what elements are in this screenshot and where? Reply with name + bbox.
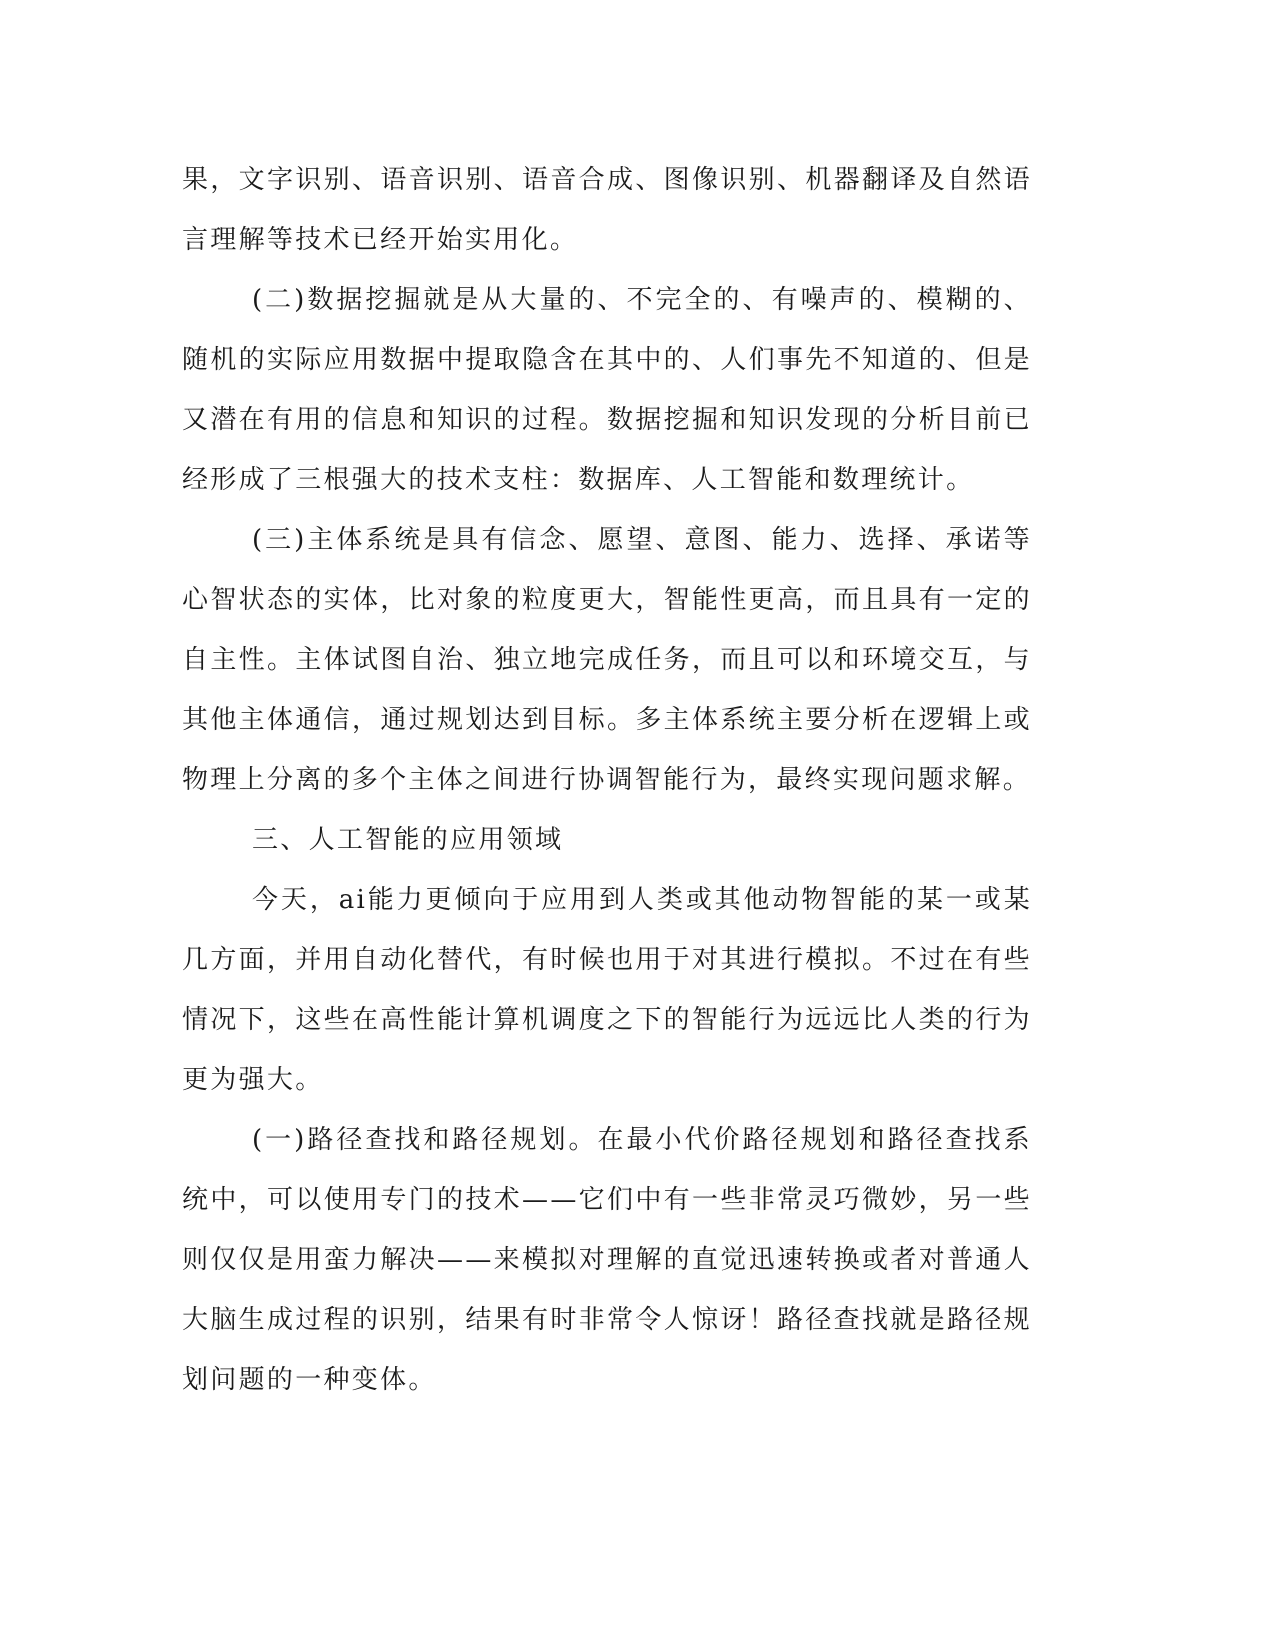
section-heading-applications: 三、人工智能的应用领域: [252, 825, 564, 855]
paragraph-data-mining: (二)数据挖掘就是从大量的、不完全的、有噪声的、模糊的、随机的实际应用数据中提取隐含在其中的、人们事先不知道的、但是又潜在有用的信息和知识的过程。数据挖掘和知识发现的分析目前已经形成了三根强大的技术支柱：数据库、人工智能和数理统计。: [182, 285, 1032, 495]
paragraph-continuation: 果，文字识别、语音识别、语音合成、图像识别、机器翻译及自然语言理解等技术已经开始实用化。: [182, 165, 1032, 255]
paragraph-agent-system: (三)主体系统是具有信念、愿望、意图、能力、选择、承诺等心智状态的实体，比对象的粒度更大，智能性更高，而且具有一定的自主性。主体试图自治、独立地完成任务，而且可以和环境交互，与其他主体通信，通过规划达到目标。多主体系统主要分析在逻辑上或物理上分离的多个主体之间进行协调智能行为，最终实现问题求解。: [182, 525, 1032, 795]
paragraph-ai-today: 今天，ai能力更倾向于应用到人类或其他动物智能的某一或某几方面，并用自动化替代，有时候也用于对其进行模拟。不过在有些情况下，这些在高性能计算机调度之下的智能行为远远比人类的行为更为强大。: [182, 885, 1032, 1095]
paragraph-pathfinding: (一)路径查找和路径规划。在最小代价路径规划和路径查找系统中，可以使用专门的技术——它们中有一些非常灵巧微妙，另一些则仅仅是用蛮力解决——来模拟对理解的直觉迅速转换或者对普通人大脑生成过程的识别，结果有时非常令人惊讶！路径查找就是路径规划问题的一种变体。: [182, 1125, 1032, 1395]
document-body: [182, 150, 1032, 1410]
